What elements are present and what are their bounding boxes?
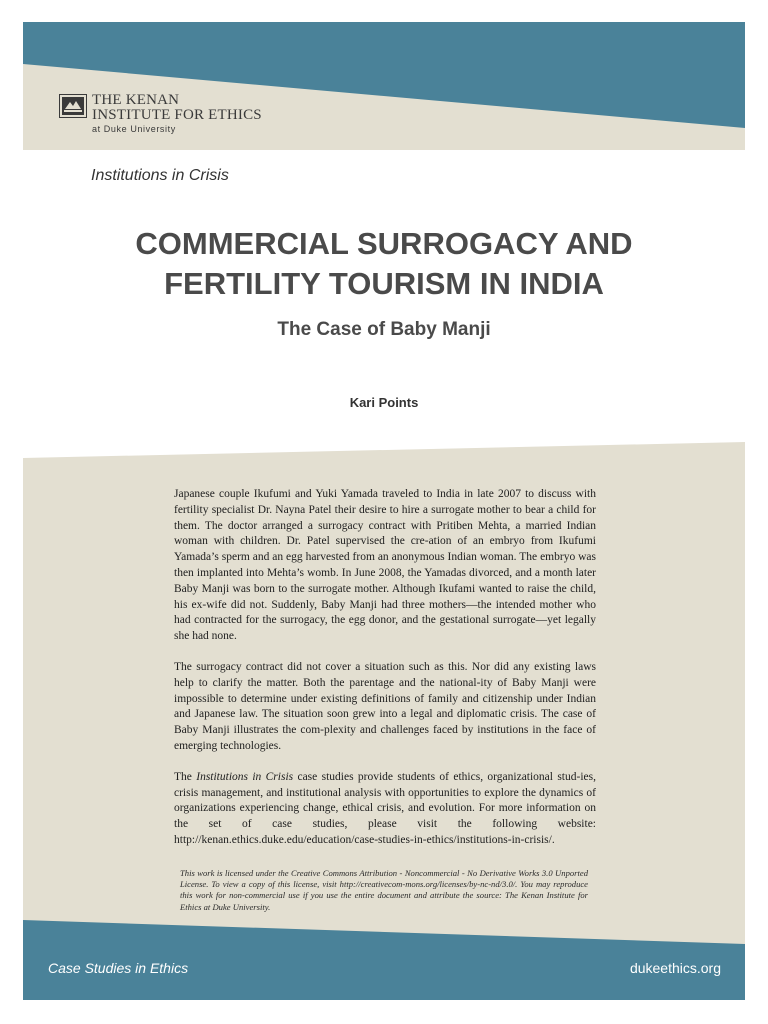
license-notice: This work is licensed under the Creative Commons Attribution - Noncommercial - No Derivative Works 3.0 Unported License. To view a copy of this license, visit http://creativecom-mons.org/licenses/by-nc-nd/3.0/. You may reproduce this work for non-commercial use if you use the entire document and attribute the source: The Kenan Institute for Ethics at Duke University. xyxy=(180,868,588,912)
footer-series: Case Studies in Ethics xyxy=(48,960,189,976)
document-subtitle: The Case of Baby Manji xyxy=(277,319,491,340)
logo-title-line2: INSTITUTE FOR ETHICS xyxy=(92,107,262,123)
document-title xyxy=(23,224,745,304)
paragraph-2: The surrogacy contract did not cover a situation such as this. Nor did any existing laws help to clarify the matter. Both the parentage and the national-ity of Baby Manji were impossible to determine under existing definitions of family and citizenship under Indian and Japanese law. The situation soon grew into a legal and diplomatic crisis. The case of Baby Manji illustrates the com-plexity and challenges faced by institutions in the face of emerging technologies. xyxy=(174,660,596,752)
logo-subtitle: at Duke University xyxy=(92,124,176,134)
author-name: Kari Points xyxy=(349,395,419,410)
logo-title-line1: THE KENAN xyxy=(92,92,180,108)
seal-icon xyxy=(59,94,87,118)
paragraph-1: Japanese couple Ikufumi and Yuki Yamada traveled to India in late 2007 to discuss with fertility specialist Dr. Nayna Patel their desire to hire a surrogate mother to bear a child for them. The doctor arranged a surrogacy contract with Pritiben Mehta, a married Indian woman with children. Dr. Patel supervised the cre-ation of an embryo from Ikufumi Yamada’s sperm and an egg harvested from an anonymous Indian woman. The embryo was then implanted into Mehta’s womb. In June 2008, the Yamadas divorced, and a month later Baby Manji was born to the surrogate mother. Although Ikufami wanted to raise the child, his ex-wife did not. Suddenly, Baby Manji had three mothers—the intended mother who had contracted for the surrogacy, the egg donor, and the gestational surrogate—yet legally she had none. xyxy=(174,488,596,643)
document-page xyxy=(23,22,745,1000)
paragraph-3 xyxy=(174,770,596,849)
series-label: Institutions in Crisis xyxy=(91,167,229,184)
paragraph-3-start: The xyxy=(174,770,197,783)
paragraph-3-rest: case studies provide students of ethics, organizational stud-ies, crisis management, and institutional analysis with opportunities to explore the dynamics of organizations experiencing change, ethical crisis, and evolution. For more information on the set of case studies, please visit the following website: http://kenan.ethics.duke.edu/education/case-studies-in-ethics/institutions-in-crisis/. xyxy=(174,770,596,846)
case-summary xyxy=(174,487,596,855)
title-line-1: COMMERCIAL SURROGACY AND xyxy=(135,226,633,261)
title-line-2: FERTILITY TOURISM IN INDIA xyxy=(164,266,604,301)
series-name-italic: Institutions in Crisis xyxy=(196,770,294,783)
footer-website: dukeethics.org xyxy=(629,960,721,976)
